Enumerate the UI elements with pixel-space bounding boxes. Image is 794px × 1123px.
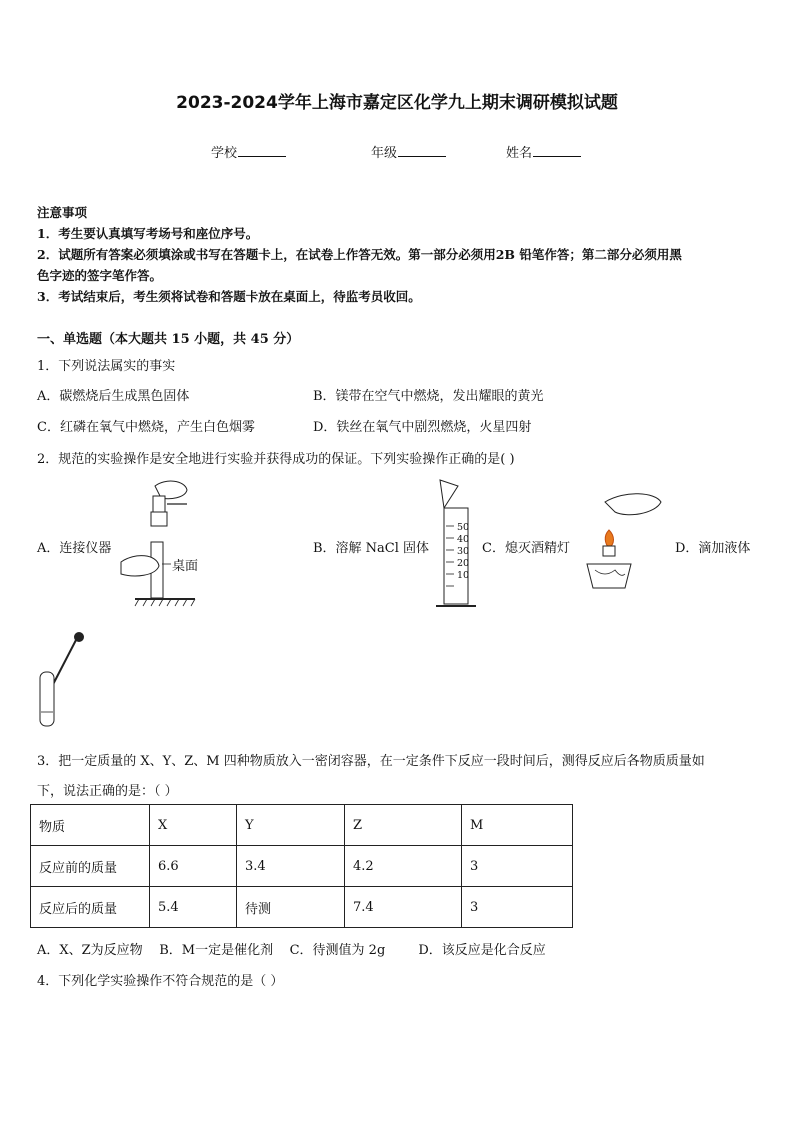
name-field — [506, 142, 581, 161]
grade-blank[interactable] — [398, 144, 446, 157]
q3-stem-line1: 3．把一定质量的 X、Y、Z、M 四种物质放入一密闭容器，在一定条件下反应一段时间后，测得反应后各物质质量如 — [37, 754, 705, 769]
name-label: 姓名 — [506, 146, 533, 161]
q2-option-a[interactable]: A．连接仪器 — [37, 541, 112, 556]
q2-option-b[interactable]: B．溶解 NaCl 固体 — [313, 541, 430, 556]
q2-option-c[interactable]: C．熄灭酒精灯 — [482, 541, 570, 556]
q2-option-d[interactable]: D．滴加液体 — [675, 541, 751, 556]
table-cell: 反应后的质量 — [31, 887, 150, 928]
cylinder-tick-label: 30 — [457, 546, 470, 557]
q1-option-d[interactable]: D．铁丝在氧气中剧烈燃烧，火星四射 — [313, 420, 532, 435]
q3-stem-line2: 下，说法正确的是：（ ） — [37, 784, 178, 799]
name-blank[interactable] — [533, 144, 581, 157]
table-cell: 7.4 — [345, 887, 462, 928]
cylinder-tick-label: 40 — [457, 534, 470, 545]
table-cell: 4.2 — [345, 846, 462, 887]
table-row — [31, 887, 573, 928]
table-cell: 3.4 — [237, 846, 345, 887]
table-cell: 待测 — [237, 887, 345, 928]
q1-option-a[interactable]: A．碳燃烧后生成黑色固体 — [37, 389, 190, 404]
table-header-cell: 物质 — [31, 805, 150, 846]
desk-label: 桌面 — [172, 559, 199, 574]
cylinder-ticks — [457, 522, 469, 582]
q1-stem: 1．下列说法属实的事实 — [37, 359, 176, 374]
table-header-cell: Y — [237, 805, 345, 846]
cylinder-tick-label: 10 — [457, 570, 470, 581]
table-cell: 3 — [462, 887, 573, 928]
notice-item: 3．考试结束后，考生须将试卷和答题卡放在桌面上，待监考员收回。 — [37, 289, 421, 304]
section-heading: 一、单选题（本大题共 15 小题，共 45 分） — [37, 332, 300, 347]
school-label: 学校 — [211, 146, 238, 161]
table-header-cell: Z — [345, 805, 462, 846]
q1-option-c[interactable]: C．红磷在氧气中燃烧，产生白色烟雾 — [37, 420, 255, 435]
table-row — [31, 846, 573, 887]
table-cell: 6.6 — [150, 846, 237, 887]
school-blank[interactable] — [238, 144, 286, 157]
table-header-cell: X — [150, 805, 237, 846]
table-cell: 5.4 — [150, 887, 237, 928]
table-header-cell: M — [462, 805, 573, 846]
grade-field — [371, 142, 446, 161]
figure-connect-apparatus — [115, 478, 215, 608]
table-cell: 反应前的质量 — [31, 846, 150, 887]
notice-item: 1．考生要认真填写考场号和座位序号。 — [37, 226, 259, 241]
q2-stem: 2．规范的实验操作是安全地进行实验并获得成功的保证。下列实验操作正确的是( ) — [37, 452, 515, 467]
grade-label: 年级 — [371, 146, 398, 161]
notice-item: 色字迹的签字笔作答。 — [37, 268, 163, 283]
school-field — [211, 142, 286, 161]
table-cell: 3 — [462, 846, 573, 887]
figure-dropper-tube — [36, 628, 86, 730]
figure-alcohol-lamp — [575, 488, 665, 592]
cylinder-tick-label: 50 — [457, 522, 470, 533]
table-header-row — [31, 805, 573, 846]
q4-stem: 4．下列化学实验操作不符合规范的是（ ） — [37, 974, 284, 989]
q1-option-b[interactable]: B．镁带在空气中燃烧，发出耀眼的黄光 — [313, 389, 544, 404]
q3-options[interactable]: A．X、Z为反应物 B．M一定是催化剂 C．待测值为 2g D．该反应是化合反应 — [37, 943, 546, 958]
page-title: 2023-2024学年上海市嘉定区化学九上期末调研模拟试题 — [176, 93, 618, 113]
notice-heading: 注意事项 — [37, 205, 88, 220]
mass-table — [30, 804, 573, 928]
notice-item: 2．试题所有答案必须填涂或书写在答题卡上，在试卷上作答无效。第一部分必须用2B 铅笔作答；第二部分必须用黑 — [37, 247, 682, 262]
cylinder-tick-label: 20 — [457, 558, 470, 569]
